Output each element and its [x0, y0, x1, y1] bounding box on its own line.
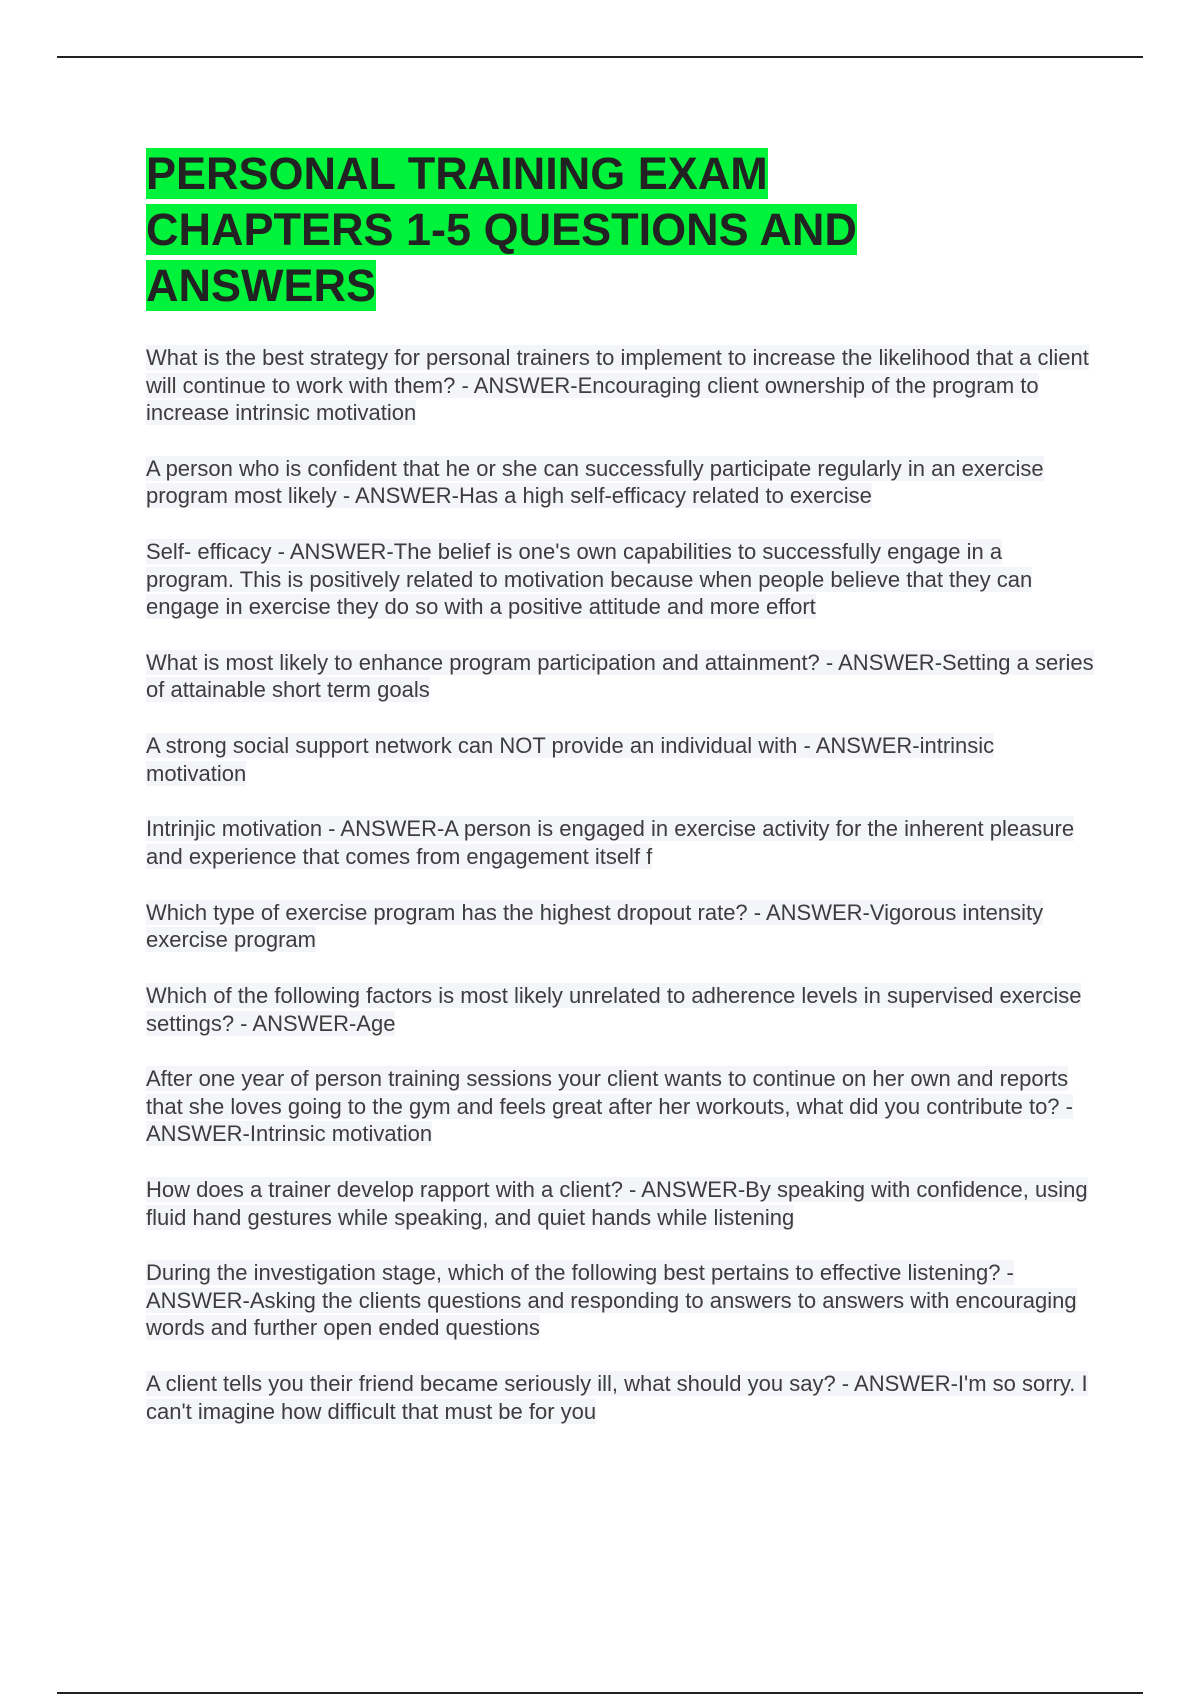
qa-text: Self- efficacy - ANSWER-The belief is one's own capabilities to successfully engage in a program. This is positively related to motivation because when people believe that they can engage in exercise they do so with a positive attitude and more effort [146, 539, 1033, 620]
qa-item [146, 732, 1096, 787]
qa-item [146, 1370, 1096, 1425]
qa-item [146, 815, 1096, 870]
qa-text: A person who is confident that he or she can successfully participate regularly in an exercise program most likely - ANSWER-Has a high self-efficacy related to exercise [146, 455, 1044, 509]
qa-text: What is most likely to enhance program participation and attainment? - ANSWER-Setting a series of attainable short term goals [146, 649, 1094, 703]
qa-text: Intrinjic motivation - ANSWER-A person is engaged in exercise activity for the inherent pleasure and experience that comes from engagement itself f [146, 816, 1075, 869]
qa-item [146, 455, 1096, 510]
qa-list [146, 344, 1096, 1425]
qa-text: During the investigation stage, which of the following best pertains to effective listening? - ANSWER-Asking the clients questions and responding to answers to answers with encouraging words and further open ended questions [146, 1260, 1077, 1341]
qa-item [146, 1259, 1096, 1342]
qa-text: Which of the following factors is most likely unrelated to adherence levels in supervised exercise settings? - ANSWER-Age [146, 983, 1082, 1036]
qa-item [146, 1065, 1096, 1148]
qa-text: A client tells you their friend became seriously ill, what should you say? - ANSWER-I'm so sorry. I can't imagine how difficult that must be for you [146, 1371, 1088, 1424]
qa-text: After one year of person training sessions your client wants to continue on her own and reports that she loves going to the gym and feels great after her workouts, what did you contribute to? - ANSWER-Intrinsic motivation [146, 1066, 1073, 1147]
qa-text: A strong social support network can NOT provide an individual with - ANSWER-intrinsic motivation [146, 733, 995, 786]
bottom-rule [57, 1692, 1143, 1694]
qa-item [146, 899, 1096, 954]
qa-item [146, 344, 1096, 427]
title-highlight: PERSONAL TRAINING EXAM CHAPTERS 1-5 QUESTIONS AND ANSWERS [146, 148, 857, 311]
top-rule [57, 56, 1143, 58]
document-title [146, 146, 966, 314]
document-body [146, 146, 1096, 1454]
qa-text: What is the best strategy for personal trainers to implement to increase the likelihood that a client will continue to work with them? - ANSWER-Encouraging client ownership of the program to increase intrinsic motivation [146, 345, 1089, 425]
qa-item [146, 649, 1096, 704]
qa-item [146, 538, 1096, 621]
qa-item [146, 982, 1096, 1037]
qa-text: Which type of exercise program has the highest dropout rate? - ANSWER-Vigorous intensity exercise program [146, 899, 1044, 953]
qa-text: How does a trainer develop rapport with a client? - ANSWER-By speaking with confidence, using fluid hand gestures while speaking, and quiet hands while listening [146, 1177, 1088, 1230]
qa-item [146, 1176, 1096, 1231]
